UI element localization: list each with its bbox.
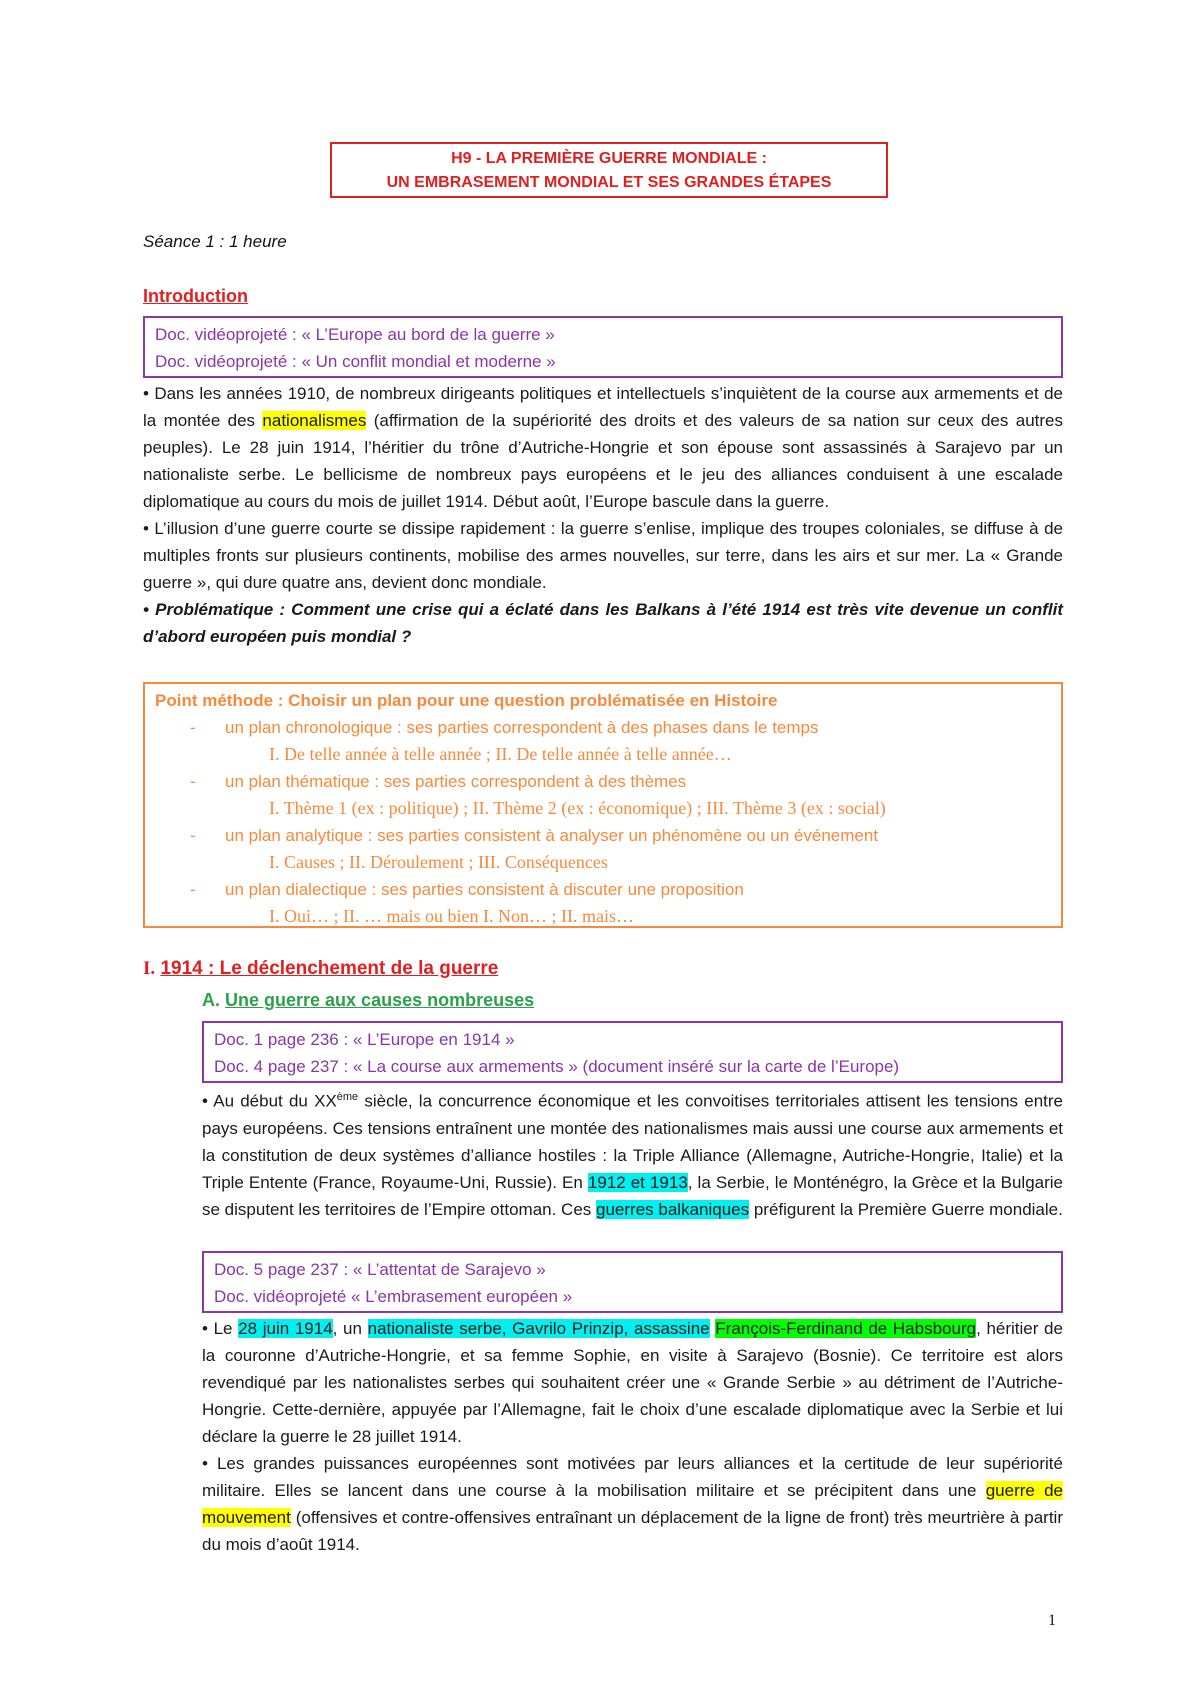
- method-example: I. Thème 1 (ex : politique) ; II. Thème 2 (ex : économique) ; III. Thème 3 (ex : social): [269, 798, 886, 818]
- section-paragraph-3: • Les grandes puissances européennes sont motivées par leurs alliances et la certitude de leur supériorité militaire. Elles se lancent dans une course à la mobilisation militaire et se précipitent dans une guerre de mouvement (offensives et contre-offensives entraînant un déplacement de la ligne de front) très meurtrière à partir du mois d’août 1914.: [202, 1454, 1063, 1554]
- doc-reference: Doc. 1 page 236 : « L’Europe en 1914 »: [214, 1030, 515, 1049]
- highlight-term: 28 juin 1914: [238, 1319, 333, 1338]
- highlight-term: guerre de mouvement: [202, 1481, 1063, 1527]
- method-item: - un plan thématique : ses parties correspondent à des thèmes: [190, 772, 687, 791]
- chapter-title-line2: UN EMBRASEMENT MONDIAL ET SES GRANDES ÉTAPES: [386, 174, 832, 191]
- highlight-term: François-Ferdinand de Habsbourg: [715, 1319, 977, 1338]
- doc-reference: Doc. 4 page 237 : « La course aux armements » (document inséré sur la carte de l’Europe): [214, 1057, 900, 1076]
- intro-docs-box: [143, 316, 1063, 378]
- method-example: I. Oui… ; II. … mais ou bien I. Non… ; II. mais…: [269, 906, 634, 926]
- method-item: - un plan analytique : ses parties consistent à analyser un phénomène ou un événement: [190, 826, 879, 845]
- highlight-term: nationalismes: [262, 411, 367, 430]
- session-duration: Séance 1 : 1 heure: [143, 232, 287, 251]
- method-box: [143, 682, 1063, 928]
- introduction-heading: Introduction: [143, 286, 248, 306]
- highlight-term: guerres balkaniques: [596, 1199, 750, 1219]
- method-item: - un plan dialectique : ses parties consistent à discuter une proposition: [190, 880, 744, 899]
- method-title: Point méthode : Choisir un plan pour une question problématisée en Histoire: [155, 691, 778, 710]
- highlight-term: 1912 et 1913: [587, 1172, 688, 1192]
- problematique: • Problématique : Comment une crise qui a éclaté dans les Balkans à l’été 1914 est très vite devenue un conflit d’abord européen puis mondial ?: [143, 600, 1063, 646]
- doc-reference: Doc. vidéoprojeté : « L’Europe au bord de la guerre »: [155, 325, 555, 344]
- intro-paragraph-1: • Dans les années 1910, de nombreux dirigeants politiques et intellectuels s’inquiètent de la course aux armements et de la montée des nationalismes (affirmation de la supériorité des droits et des valeurs de sa nation sur ceux des autres peuples). Le 28 juin 1914, l’héritier du trône d’Autriche-Hongrie et son épouse sont assassinés à Sarajevo par un nationaliste serbe. Le bellicisme de nombreux pays européens et le jeu des alliances conduisent à une escalade diplomatique au cours du mois de juillet 1914. Début août, l’Europe bascule dans la guerre.: [143, 384, 1063, 511]
- page-number: 1: [1048, 1612, 1056, 1629]
- section-docs-box-2: [202, 1251, 1063, 1313]
- method-example: I. De telle année à telle année ; II. De telle année à telle année…: [269, 744, 732, 764]
- section-docs-box-1: [202, 1021, 1063, 1083]
- doc-reference: Doc. 5 page 237 : « L’attentat de Sarajevo »: [214, 1260, 546, 1279]
- section-heading: I. 1914 : Le déclenchement de la guerre: [143, 958, 499, 979]
- subsection-heading: A. Une guerre aux causes nombreuses: [202, 990, 535, 1010]
- method-example: I. Causes ; II. Déroulement ; III. Conséquences: [269, 852, 608, 872]
- section-paragraph-1: • Au début du XXème siècle, la concurrence économique et les convoitises territoriales attisent les tensions entre pays européens. Ces tensions entraînent une montée des nationalismes mais aussi une course aux armements et la constitution de deux systèmes d’alliance hostiles : la Triple Alliance (Allemagne, Autriche-Hongrie, Italie) et la Triple Entente (France, Royaume-Uni, Russie). En 1912 et 1913, la Serbie, le Monténégro, la Grèce et la Bulgarie se disputent les territoires de l’Empire ottoman. Ces guerres balkaniques préfigurent la Première Guerre mondiale.: [202, 1091, 1064, 1219]
- section-paragraph-2: • Le 28 juin 1914, un nationaliste serbe, Gavrilo Prinzip, assassine François-Ferdinand de Habsbourg, héritier de la couronne d’Autriche-Hongrie, et sa femme Sophie, en visite à Sarajevo (Bosnie). Ce territoire est alors revendiqué par les nationalistes serbes qui souhaitent créer une « Grande Serbie » au détriment de l’Autriche-Hongrie. Cette-dernière, appuyée par l’Allemagne, fait le choix d’une escalade diplomatique avec la Serbie et lui déclare la guerre le 28 juillet 1914. • Les grandes puissances européennes sont motivées par leurs alliances et la certitude de leur supériorité militaire. Elles se lancent dans une course à la mobilisation militaire et se précipitent dans une guerre de mouvement (offensives et contre-offensives entraînant un déplacement de la ligne de front) très meurtrière à partir du mois d’août 1914.: [202, 1315, 1063, 1558]
- doc-reference: Doc. vidéoprojeté : « Un conflit mondial et moderne »: [155, 352, 556, 371]
- chapter-title-line1: H9 - LA PREMIÈRE GUERRE MONDIALE :: [451, 150, 767, 167]
- intro-paragraph-2: • L’illusion d’une guerre courte se dissipe rapidement : la guerre s’enlise, implique des troupes coloniales, se diffuse à de multiples fronts sur plusieurs continents, mobilise des armes nouvelles, sur terre, dans les airs et sur mer. La « Grande guerre », qui dure quatre ans, devient donc mondiale.: [143, 519, 1063, 592]
- intro-body: [143, 380, 1063, 650]
- highlight-term: nationaliste serbe, Gavrilo Prinzip, assassine: [367, 1319, 710, 1338]
- doc-reference: Doc. vidéoprojeté « L’embrasement européen »: [214, 1287, 573, 1306]
- chapter-title-box: [330, 142, 888, 198]
- method-item: - un plan chronologique : ses parties correspondent à des phases dans le temps: [190, 718, 819, 737]
